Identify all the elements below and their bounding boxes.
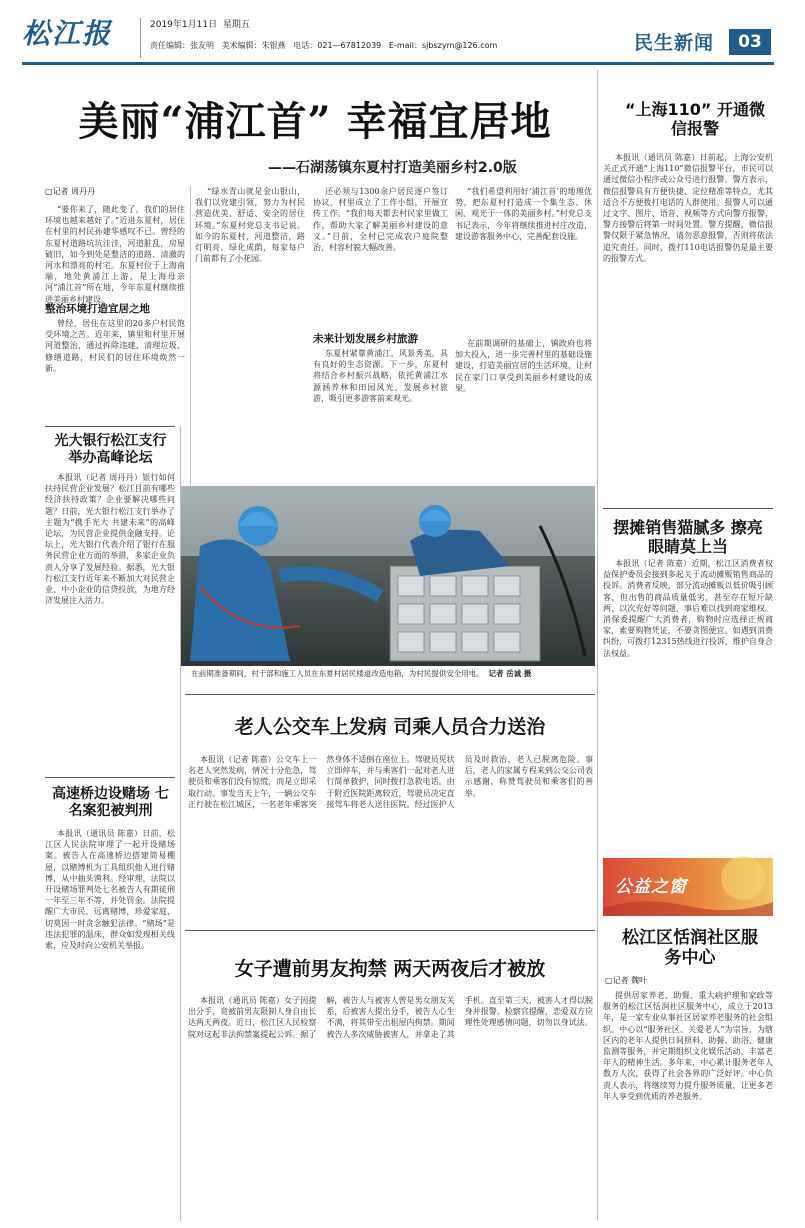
email-address: sjbszym@126.com — [422, 41, 498, 50]
charity-banner — [603, 858, 773, 916]
col-divider — [190, 186, 191, 486]
lead-para-4: 还必须与1300余户居民逐户签订协议，村里成立了工作小组，开展宣传工作。“我们每天都去村民家里做工作，帮助大家了解美丽乡村建设的意义。”目前，全村已完成农户庭院整治，村容村貌大幅改善。 — [313, 187, 448, 253]
woman-headline: 女子遭前男友拘禁 两天两夜后才被放 — [234, 958, 546, 980]
issue-date: 2019年1月11日 — [150, 20, 218, 30]
everbright-headline: 光大银行松江支行举办高峰论坛 — [54, 433, 167, 466]
lead-headline: 美丽“浦江首” 幸福宜居地 — [78, 98, 552, 145]
stall-body: 本报讯（记者 陈嘉）近期，松江区消费者权益保护委员会接到多起关于流动摊贩销售商品的投诉。消费者反映，部分流动摊贩以低价吸引顾客，但出售的商品质量低劣，甚至存在短斤缺两、以次充好等问题，事后难以找到商家维权。消保委提醒广大消费者，购物时应选择正规商家，索要购物凭证，不要贪图便宜。如遇到消费纠纷，可拨打12315热线进行投诉，维护自身合法权益。 — [603, 559, 773, 658]
byline-mark-icon: ▢ — [45, 187, 53, 196]
community-headline: 松江区恬润社区服务中心 — [622, 928, 758, 969]
lead-para-7: 在前期调研的基础上，镇政府也将加大投入，进一步完善村里的基础设施建设，打造美丽宜居的生活环境，让村民在家门口享受到美丽乡村建设的成果。 — [455, 339, 592, 393]
editor-label: 责任编辑 — [150, 41, 182, 50]
page-number: 03 — [729, 29, 771, 55]
bus-headline: 老人公交车上发病 司乘人员合力送治 — [234, 716, 546, 738]
email-label: E-mail — [388, 41, 415, 50]
left-rule-1 — [45, 426, 175, 427]
stall-headline: 摆摊销售猫腻多 擦亮眼睛莫上当 — [613, 518, 763, 557]
lead-byline: ▢记者 周丹丹 — [45, 187, 96, 196]
highway-headline: 高速桥边设赌场 七名案犯被判刑 — [52, 786, 169, 819]
logo: 松江报 — [22, 17, 113, 50]
lead-subhead-2: 未来计划发展乡村旅游 — [313, 333, 418, 345]
lead-para-5: 东夏村紧靠黄浦江，风景秀美，具有良好的生态资源。下一步，东夏村将结合乡村振兴战略，依托黄浦江水源涵养林和田园风光，发展乡村旅游，吸引更多游客前来观光。 — [313, 349, 448, 403]
highway-body: 本报讯（通讯员 陈嘉）日前，松江区人民法院审理了一起开设赌场案。被告人在高速桥边搭建简易棚屋，以赌博机为工具组织他人进行赌博，从中抽头渔利。经审理，法院以开设赌场罪判处七名被告人有期徒刑一年至三年不等，并处罚金。法院提醒广大市民，远离赌博，珍爱家庭，切莫因一时贪念触犯法律。“赌场”是违法犯罪的温床，群众如发现相关线索，应及时向公安机关举报。 — [45, 829, 175, 951]
charity-banner-title: 公益之窗 — [615, 877, 687, 897]
byline-mark-icon-2: ▢ — [605, 976, 613, 985]
phone-number: 021—67812039 — [317, 41, 382, 50]
community-body: 提供居家养老、助餐、重大病护理和家政等服务的松江区恬润社区服务中心，成立于2013年，是一家专业从事社区居家养老服务的社会组织。中心以“服务社区、关爱老人”为宗旨，为辖区内的老年人提供日间照料、助餐、助浴、健康监测等服务，并定期组织文化娱乐活动，丰富老年人的精神生活。多年来，中心累计服务老年人数万人次，获得了社会各界的广泛好评。中心负责人表示，将继续努力提升服务质量，让更多老年人享受到优质的养老服务。 — [603, 991, 773, 1101]
editor-name: 张友明 — [190, 41, 214, 50]
staff-line: 责任编辑：张友明 美术编辑：朱银燕 电话：021—67812039 E-mail：sjbszym@126.com — [150, 41, 498, 50]
lead-photo — [180, 486, 595, 666]
lead-subtitle: ——石湖荡镇东夏村打造美丽乡村2.0版 — [268, 160, 517, 176]
bus-body: 本报讯（记者 陈嘉）公交车上一名老人突然发病，情况十分危急，驾驶员和乘客们没有惊慌，而是立即采取行动。事发当天上午，一辆公交车正行驶在松江城区，一名老年乘客突然身体不适倒在座位上。驾驶员见状立即停车，并与乘客们一起对老人进行简单救护，同时拨打急救电话。由于附近医院距离较近，驾驶员决定直接驾车将老人送往医院。经过医护人员及时救治，老人已脱离危险。事后，老人的家属专程来到公交公司表示感谢，称赞驾驶员和乘客们的善举。 — [188, 755, 593, 809]
right-rule-1 — [603, 508, 773, 509]
shanghai110-body: 本报讯（通讯员 陈嘉）日前起，上海公安机关正式开通“上海110”微信报警平台，市民可以通过微信小程序或公众号进行报警。警方表示，微信报警具有方便快捷、定位精准等特点，尤其适合不方便拨打电话的人群使用。报警人可以通过文字、图片、语音、视频等方式向警方报警，警方接警后将第一时间处置。警方提醒，微信报警仅限于紧急情况，请勿恶意报警，否则将依法追究责任。同时，拨打110电话报警仍是最主要的报警方式。 — [603, 153, 773, 263]
shanghai110-headline: “上海110” 开通微信报警 — [625, 100, 766, 139]
designer-name: 朱银燕 — [261, 41, 286, 50]
bus-rule — [185, 694, 595, 695]
designer-label: 美术编辑 — [221, 41, 254, 50]
lead-photo-caption: 在前期准备期间，村干部和施工人员在东夏村居民楼道改造电箱，为村民提供安全用电。 记者 岳诚 摄 — [191, 669, 532, 678]
masthead — [0, 0, 805, 64]
everbright-body: 本报讯（记者 周丹丹）银行如何扶持民营企业发展？松江目前有哪些经济扶持政策？企业要解决哪些问题？日前，光大银行松江支行举办了主题为“携手光大 共建未来”的高峰论坛，为民营企业提供金融支持。论坛上，光大银行代表介绍了银行在服务民营企业方面的举措，多家企业负责人分享了发展经验。据悉，光大银行松江支行近年来不断加大对民营企业、中小企业的信贷投放，为地方经济发展注入活力。 — [45, 473, 175, 606]
workers-photo-illustration — [180, 486, 595, 666]
lead-para-2: 曾经，居住在这里的20多户村民饱受环境之苦。近年来，镇里和村里开展河道整治，通过拆除违建、清理垃圾、修缮道路，村民们的居住环境焕然一新。 — [45, 319, 185, 373]
left-rule-2 — [45, 777, 175, 778]
lead-para-1: “要你来了，随此变了，我们的居住环境也越来越好了。”近进东夏村，居住在村里的村民孙建华感叹不已。曾经的东夏村道路坑坑洼洼，河道脏乱，房屋破旧，如今到处是整洁的道路、清澈的河水和漂亮的村宅。东夏村位于上海南端，地处黄浦江上游，是上海母亲河“浦江首”所在地，今年东夏村继续推进美丽乡村建设。 — [45, 205, 185, 304]
logo-rule — [140, 18, 141, 58]
section-name: 民生新闻 — [634, 32, 715, 54]
woman-body: 本报讯（通讯员 陈嘉）女子因提出分手，竟被前男友限制人身自由长达两天两夜。近日，松江区人民检察院对这起非法拘禁案提起公诉。据了解，被告人与被害人曾是男女朋友关系，后被害人提出分手，被告人心生不满，将其带至出租屋内拘禁。期间被告人多次威胁被害人，并拿走了其手机。直至第三天，被害人才得以脱身并报警。检察官提醒，恋爱双方应理性处理感情问题，切勿以身试法。 — [188, 996, 593, 1039]
photo-credit: 记者 岳诚 摄 — [488, 669, 532, 678]
community-byline: ▢记者 魏叶 — [605, 976, 648, 985]
right-divider — [597, 70, 598, 1220]
issue-weekday: 星期五 — [222, 20, 250, 30]
left-divider — [180, 426, 181, 1221]
lead-para-3: “绿水青山就是金山银山，我们以党建引领，努力为村民营造优美、舒适、安全的居住环境。”东夏村党总支书记说。如今的东夏村，河道整洁，路灯明亮，绿化成荫，每家每户门前都有了小花园。 — [195, 187, 305, 264]
masthead-rule — [22, 62, 774, 65]
woman-rule — [185, 930, 595, 931]
phone-label: 电话 — [293, 41, 310, 50]
date-line — [150, 17, 250, 30]
lead-para-6: “我们希望利用好‘浦江首’的地理优势，把东夏村打造成一个集生态、休闲、观光于一体的美丽乡村。”村党总支书记表示，今年将继续推进村庄改造，建设游客服务中心，完善配套设施。 — [455, 187, 592, 241]
lead-subhead-1: 整治环境打造宜居之地 — [45, 303, 150, 315]
